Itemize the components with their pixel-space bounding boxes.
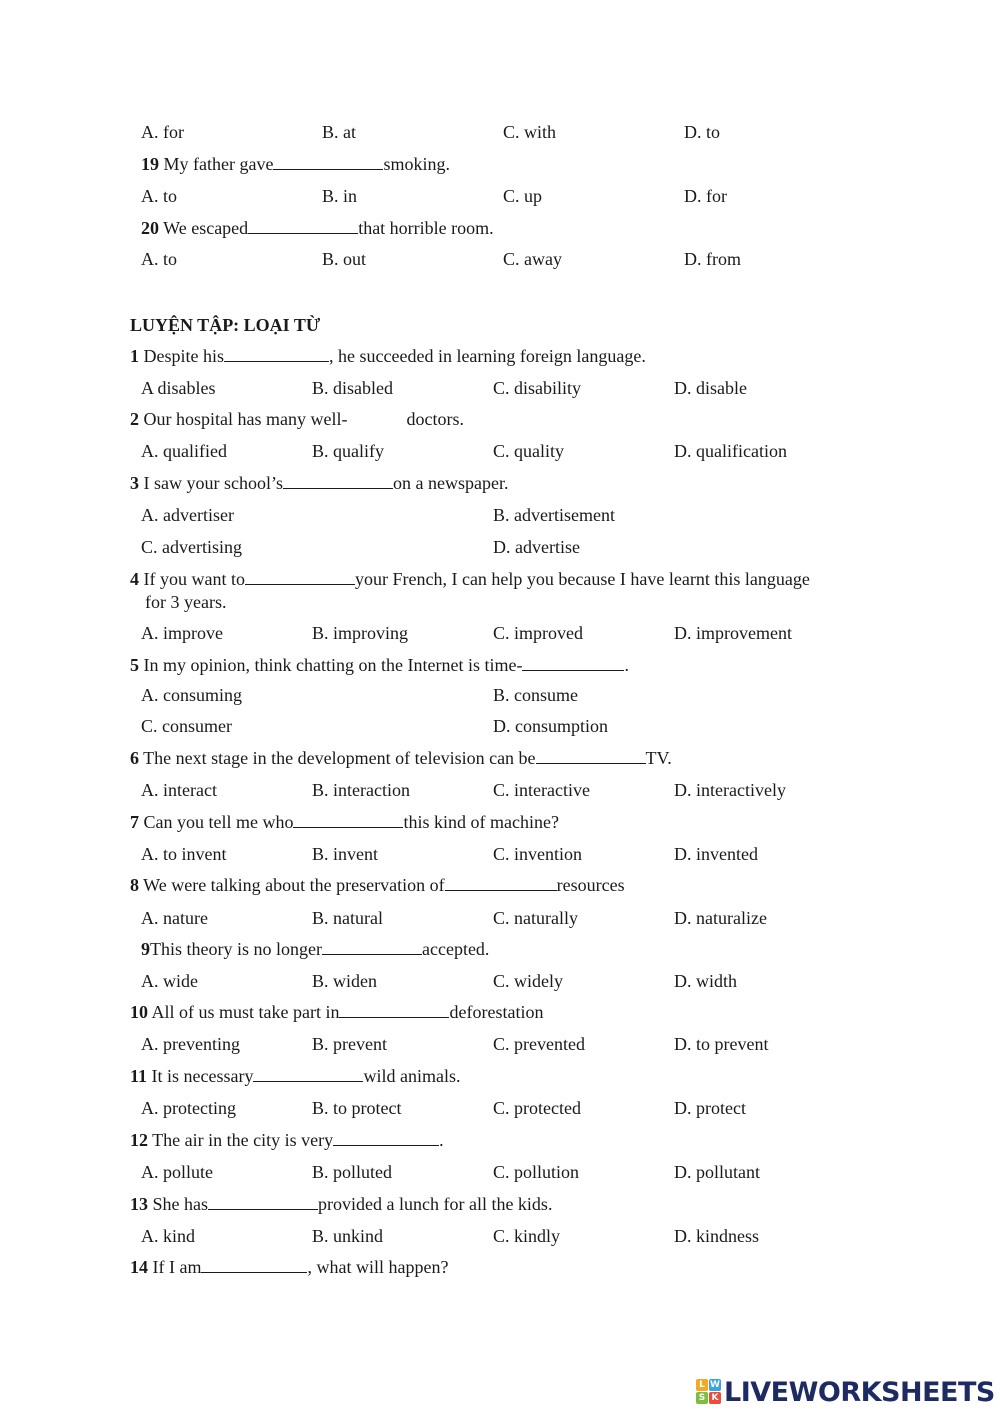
answer-blank[interactable] bbox=[283, 472, 393, 489]
q13-option-b[interactable]: B. unkind bbox=[312, 1226, 384, 1246]
q3-option-a[interactable]: A. advertiser bbox=[141, 505, 234, 525]
question-4-continuation: for 3 years. bbox=[145, 592, 227, 612]
q12-option-a[interactable]: A. pollute bbox=[141, 1162, 213, 1182]
q19-option-c[interactable]: C. up bbox=[503, 186, 543, 206]
logo-tile: L bbox=[696, 1379, 708, 1391]
question-number: 4 bbox=[130, 569, 139, 589]
q13-option-a[interactable]: A. kind bbox=[141, 1226, 195, 1246]
q4-option-c[interactable]: C. improved bbox=[493, 623, 583, 643]
answer-blank[interactable] bbox=[322, 938, 422, 955]
question-text-after: your French, I can help you because I have learnt this language bbox=[354, 569, 810, 589]
question-20 bbox=[141, 215, 494, 241]
question-5 bbox=[130, 652, 629, 678]
q5-option-c[interactable]: C. consumer bbox=[141, 716, 232, 736]
question-number: 11 bbox=[130, 1066, 148, 1086]
q1-option-b[interactable]: B. disabled bbox=[312, 378, 393, 398]
question-number: 6 bbox=[130, 748, 139, 768]
question-number: 3 bbox=[130, 473, 139, 493]
question-10 bbox=[130, 999, 543, 1025]
q5-option-d[interactable]: D. consumption bbox=[493, 716, 608, 736]
question-text-after: , what will happen? bbox=[307, 1257, 449, 1277]
question-text-after: wild animals. bbox=[363, 1066, 461, 1086]
answer-blank[interactable] bbox=[248, 217, 358, 234]
question-text: I saw your school’s bbox=[139, 473, 283, 493]
question-13 bbox=[130, 1191, 552, 1217]
q5-option-a[interactable]: A. consuming bbox=[141, 685, 242, 705]
q2-option-d[interactable]: D. qualification bbox=[674, 441, 787, 461]
q10-option-d[interactable]: D. to prevent bbox=[674, 1034, 769, 1054]
question-text-after: . bbox=[624, 655, 629, 675]
answer-blank[interactable] bbox=[347, 409, 406, 425]
answer-blank[interactable] bbox=[253, 1065, 363, 1082]
q11-option-b[interactable]: B. to protect bbox=[312, 1098, 402, 1118]
brand-name: LIVEWORKSHEETS bbox=[724, 1376, 995, 1408]
q2-option-c[interactable]: C. quality bbox=[493, 441, 564, 461]
q8-option-a[interactable]: A. nature bbox=[141, 908, 208, 928]
q18-option-d[interactable]: D. to bbox=[684, 122, 720, 142]
q1-option-a[interactable]: A disables bbox=[141, 378, 216, 398]
answer-blank[interactable] bbox=[536, 747, 646, 764]
question-text-after: resources bbox=[556, 875, 625, 895]
q6-option-a[interactable]: A. interact bbox=[141, 780, 217, 800]
q20-option-b[interactable]: B. out bbox=[322, 249, 367, 269]
question-number: 20 bbox=[141, 218, 159, 238]
question-9 bbox=[141, 936, 489, 962]
q8-option-d[interactable]: D. naturalize bbox=[674, 908, 767, 928]
q12-option-d[interactable]: D. pollutant bbox=[674, 1162, 760, 1182]
question-text: If you want to bbox=[139, 569, 245, 589]
q18-option-c[interactable]: C. with bbox=[503, 122, 557, 142]
question-6 bbox=[130, 745, 672, 771]
question-number: 19 bbox=[141, 154, 159, 174]
q11-option-c[interactable]: C. protected bbox=[493, 1098, 581, 1118]
answer-blank[interactable] bbox=[293, 811, 403, 828]
question-text: This theory is no longer bbox=[150, 939, 322, 959]
question-3 bbox=[130, 470, 508, 496]
q6-option-b[interactable]: B. interaction bbox=[312, 780, 410, 800]
question-1 bbox=[130, 343, 646, 369]
question-number: 9 bbox=[141, 939, 150, 959]
question-number: 14 bbox=[130, 1257, 148, 1277]
q12-option-c[interactable]: C. pollution bbox=[493, 1162, 580, 1182]
q18-option-b[interactable]: B. at bbox=[322, 122, 356, 142]
question-text: It is necessary bbox=[147, 1066, 254, 1086]
q18-option-a[interactable]: A. for bbox=[141, 122, 184, 142]
question-number: 12 bbox=[130, 1130, 148, 1150]
q1-option-d[interactable]: D. disable bbox=[674, 378, 747, 398]
answer-blank[interactable] bbox=[273, 153, 383, 170]
q20-option-c[interactable]: C. away bbox=[503, 249, 562, 269]
q9-option-b[interactable]: B. widen bbox=[312, 971, 377, 991]
q19-option-b[interactable]: B. in bbox=[322, 186, 358, 206]
q3-option-d[interactable]: D. advertise bbox=[493, 537, 580, 557]
question-text: We escaped bbox=[159, 218, 249, 238]
q9-option-a[interactable]: A. wide bbox=[141, 971, 198, 991]
question-text-after: that horrible room. bbox=[358, 218, 494, 238]
question-text: Our hospital has many well- bbox=[139, 409, 348, 429]
question-text: Despite his bbox=[139, 346, 224, 366]
question-number: 5 bbox=[130, 655, 139, 675]
question-text: She has bbox=[148, 1194, 208, 1214]
question-text: In my opinion, think chatting on the Internet is time- bbox=[139, 655, 523, 675]
question-14 bbox=[130, 1254, 448, 1280]
q7-option-b[interactable]: B. invent bbox=[312, 844, 378, 864]
q13-option-c[interactable]: C. kindly bbox=[493, 1226, 561, 1246]
answer-blank[interactable] bbox=[522, 654, 624, 671]
liveworksheets-logo-icon bbox=[696, 1379, 722, 1405]
question-2 bbox=[130, 406, 464, 432]
answer-blank[interactable] bbox=[445, 874, 557, 891]
question-number: 1 bbox=[130, 346, 139, 366]
q8-option-b[interactable]: B. natural bbox=[312, 908, 383, 928]
q6-option-c[interactable]: C. interactive bbox=[493, 780, 590, 800]
q2-option-b[interactable]: B. qualify bbox=[312, 441, 384, 461]
question-number: 13 bbox=[130, 1194, 148, 1214]
q19-option-d[interactable]: D. for bbox=[684, 186, 727, 206]
question-8 bbox=[130, 872, 625, 898]
logo-tile: W bbox=[710, 1380, 720, 1390]
question-number: 2 bbox=[130, 409, 139, 429]
answer-blank[interactable] bbox=[208, 1193, 318, 1210]
question-number: 8 bbox=[130, 875, 139, 895]
q9-option-d[interactable]: D. width bbox=[674, 971, 737, 991]
logo-tile: K bbox=[709, 1392, 721, 1404]
q13-option-d[interactable]: D. kindness bbox=[674, 1226, 759, 1246]
question-4 bbox=[130, 566, 810, 592]
question-text: We were talking about the preservation of bbox=[139, 875, 445, 895]
q10-option-a[interactable]: A. preventing bbox=[141, 1034, 240, 1054]
q3-option-b[interactable]: B. advertisement bbox=[493, 505, 615, 525]
q8-option-c[interactable]: C. naturally bbox=[493, 908, 578, 928]
question-19 bbox=[141, 151, 450, 177]
q1-option-c[interactable]: C. disability bbox=[493, 378, 582, 398]
logo-tile: S bbox=[696, 1392, 708, 1404]
question-text-after: smoking. bbox=[383, 154, 450, 174]
question-text-after: accepted. bbox=[421, 939, 490, 959]
question-text-after: doctors. bbox=[406, 409, 464, 429]
section-title: LUYỆN TẬP: LOẠI TỪ bbox=[130, 315, 321, 335]
question-text: The next stage in the development of television can be bbox=[139, 748, 536, 768]
answer-blank[interactable] bbox=[245, 568, 355, 585]
question-11 bbox=[130, 1063, 460, 1089]
q10-option-c[interactable]: C. prevented bbox=[493, 1034, 585, 1054]
q20-option-d[interactable]: D. from bbox=[684, 249, 741, 269]
answer-blank[interactable] bbox=[201, 1256, 307, 1273]
q7-option-a[interactable]: A. to invent bbox=[141, 844, 227, 864]
question-text: The air in the city is very bbox=[148, 1130, 334, 1150]
question-text: Can you tell me who bbox=[139, 812, 294, 832]
liveworksheets-logo[interactable] bbox=[696, 1375, 995, 1409]
question-text-after: on a newspaper. bbox=[392, 473, 509, 493]
q7-option-c[interactable]: C. invention bbox=[493, 844, 582, 864]
question-text-after: , he succeeded in learning foreign language. bbox=[329, 346, 646, 366]
question-number: 10 bbox=[130, 1002, 148, 1022]
question-text-after: deforestation bbox=[449, 1002, 544, 1022]
question-12 bbox=[130, 1127, 444, 1153]
q4-option-d[interactable]: D. improvement bbox=[674, 623, 792, 643]
question-text-after: provided a lunch for all the kids. bbox=[318, 1194, 553, 1214]
question-text: My father gave bbox=[159, 154, 274, 174]
question-text: If I am bbox=[148, 1257, 202, 1277]
q5-option-b[interactable]: B. consume bbox=[493, 685, 578, 705]
question-number: 7 bbox=[130, 812, 139, 832]
q19-option-a[interactable]: A. to bbox=[141, 186, 177, 206]
q11-option-d[interactable]: D. protect bbox=[674, 1098, 746, 1118]
question-text-after: TV. bbox=[645, 748, 672, 768]
q3-option-c[interactable]: C. advertising bbox=[141, 537, 242, 557]
q7-option-d[interactable]: D. invented bbox=[674, 844, 758, 864]
q10-option-b[interactable]: B. prevent bbox=[312, 1034, 387, 1054]
q2-option-a[interactable]: A. qualified bbox=[141, 441, 227, 461]
q12-option-b[interactable]: B. polluted bbox=[312, 1162, 392, 1182]
question-text: All of us must take part in bbox=[148, 1002, 340, 1022]
question-text-after: this kind of machine? bbox=[403, 812, 559, 832]
q4-option-b[interactable]: B. improving bbox=[312, 623, 409, 643]
question-text-after: . bbox=[439, 1130, 444, 1150]
q11-option-a[interactable]: A. protecting bbox=[141, 1098, 236, 1118]
answer-blank[interactable] bbox=[333, 1129, 439, 1146]
q9-option-c[interactable]: C. widely bbox=[493, 971, 563, 991]
q20-option-a[interactable]: A. to bbox=[141, 249, 177, 269]
q4-option-a[interactable]: A. improve bbox=[141, 623, 223, 643]
answer-blank[interactable] bbox=[224, 345, 329, 362]
q6-option-d[interactable]: D. interactively bbox=[674, 780, 786, 800]
answer-blank[interactable] bbox=[339, 1001, 449, 1018]
question-7 bbox=[130, 809, 559, 835]
